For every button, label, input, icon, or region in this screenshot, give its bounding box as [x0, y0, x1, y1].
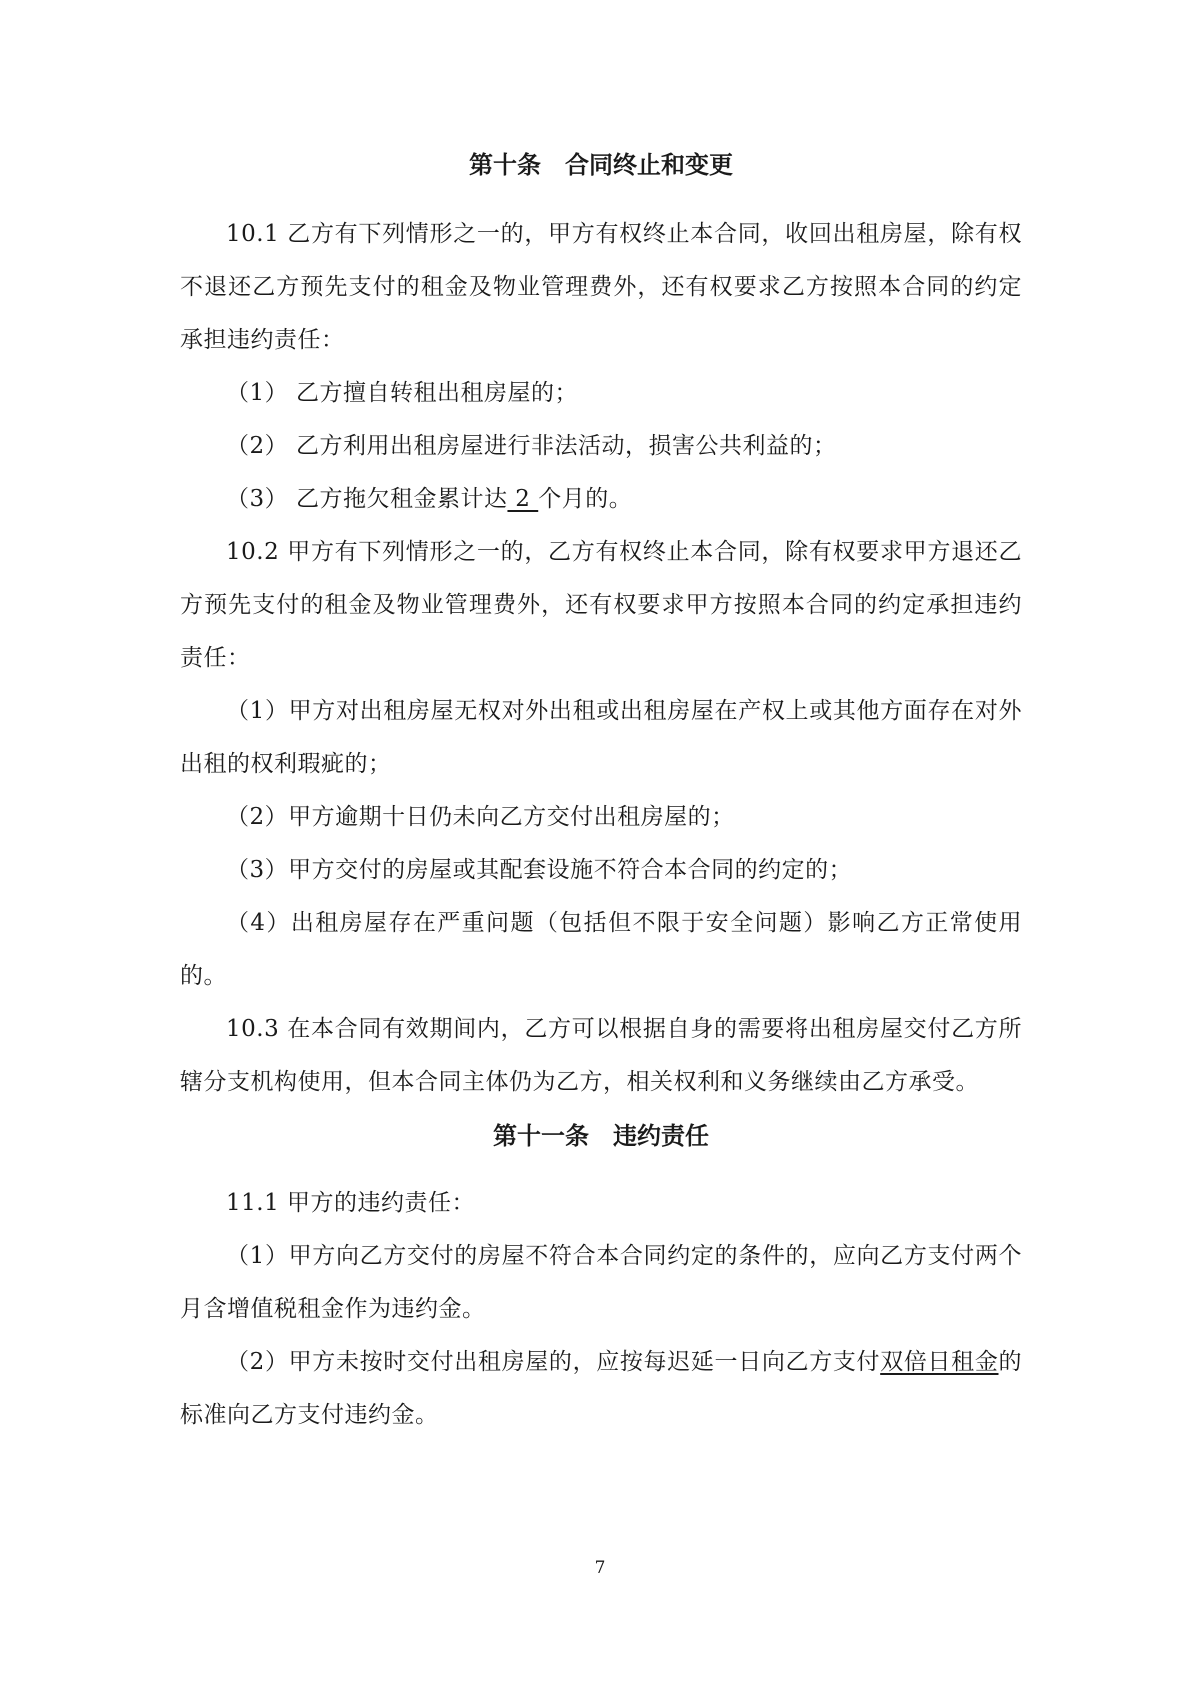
- item-text-before: 乙方拖欠租金累计达: [295, 486, 508, 512]
- item-number: （1）: [226, 380, 289, 406]
- clause-11-1: 11.1 甲方的违约责任：: [226, 1190, 476, 1216]
- penalty-rate-underlined: 双倍日租金: [880, 1349, 999, 1375]
- document-body: [180, 150, 1022, 1442]
- item-text-before: （2）甲方未按时交付出租房屋的，应按每迟延一日向乙方支付: [226, 1349, 881, 1375]
- clause-10-1-item-2: [180, 420, 1022, 473]
- item-number: （2）: [226, 433, 289, 459]
- clause-10-2-item-1: （1）甲方对出租房屋无权对外出租或出租房屋在产权上或其他方面存在对外出租的权利瑕疵的；: [180, 698, 1022, 777]
- clause-10-2-item-3: （3）甲方交付的房屋或其配套设施不符合本合同的约定的；: [226, 857, 853, 883]
- clause-10-1: 10.1 乙方有下列情形之一的，甲方有权终止本合同，收回出租房屋，除有权不退还乙方预先支付的租金及物业管理费外，还有权要求乙方按照本合同的约定承担违约责任：: [180, 221, 1022, 353]
- clause-10-3: 10.3 在本合同有效期间内，乙方可以根据自身的需要将出租房屋交付乙方所辖分支机构使用，但本合同主体仍为乙方，相关权利和义务继续由乙方承受。: [180, 1016, 1022, 1095]
- months-value: 2: [507, 486, 539, 512]
- clause-11-1-item-1: （1）甲方向乙方交付的房屋不符合本合同约定的条件的，应向乙方支付两个月含增值税租金作为违约金。: [180, 1243, 1022, 1322]
- item-text-after: 的标准向乙方支付违约金。: [180, 1349, 1022, 1428]
- item-text-after: 个月的。: [538, 486, 633, 512]
- clause-10-2-item-4: （4）出租房屋存在严重问题（包括但不限于安全问题）影响乙方正常使用的。: [180, 910, 1022, 989]
- section-11-heading: 第十一条 违约责任: [493, 1122, 709, 1150]
- clause-10-2: 10.2 甲方有下列情形之一的，乙方有权终止本合同，除有权要求甲方退还乙方预先支付的租金及物业管理费外，还有权要求甲方按照本合同的约定承担违约责任：: [180, 539, 1022, 671]
- item-text: 乙方擅自转租出租房屋的；: [295, 380, 578, 406]
- item-text: 乙方利用出租房屋进行非法活动，损害公共利益的；: [295, 433, 837, 459]
- item-number: （3）: [226, 486, 289, 512]
- section-10-heading: 第十条 合同终止和变更: [469, 151, 733, 179]
- clause-10-1-item-1: [180, 367, 1022, 420]
- clause-10-1-item-3: [180, 473, 1022, 526]
- clause-11-1-item-2: [180, 1336, 1022, 1442]
- clause-10-2-item-2: （2）甲方逾期十日仍未向乙方交付出租房屋的；: [226, 804, 735, 830]
- page-number: 7: [594, 1558, 606, 1578]
